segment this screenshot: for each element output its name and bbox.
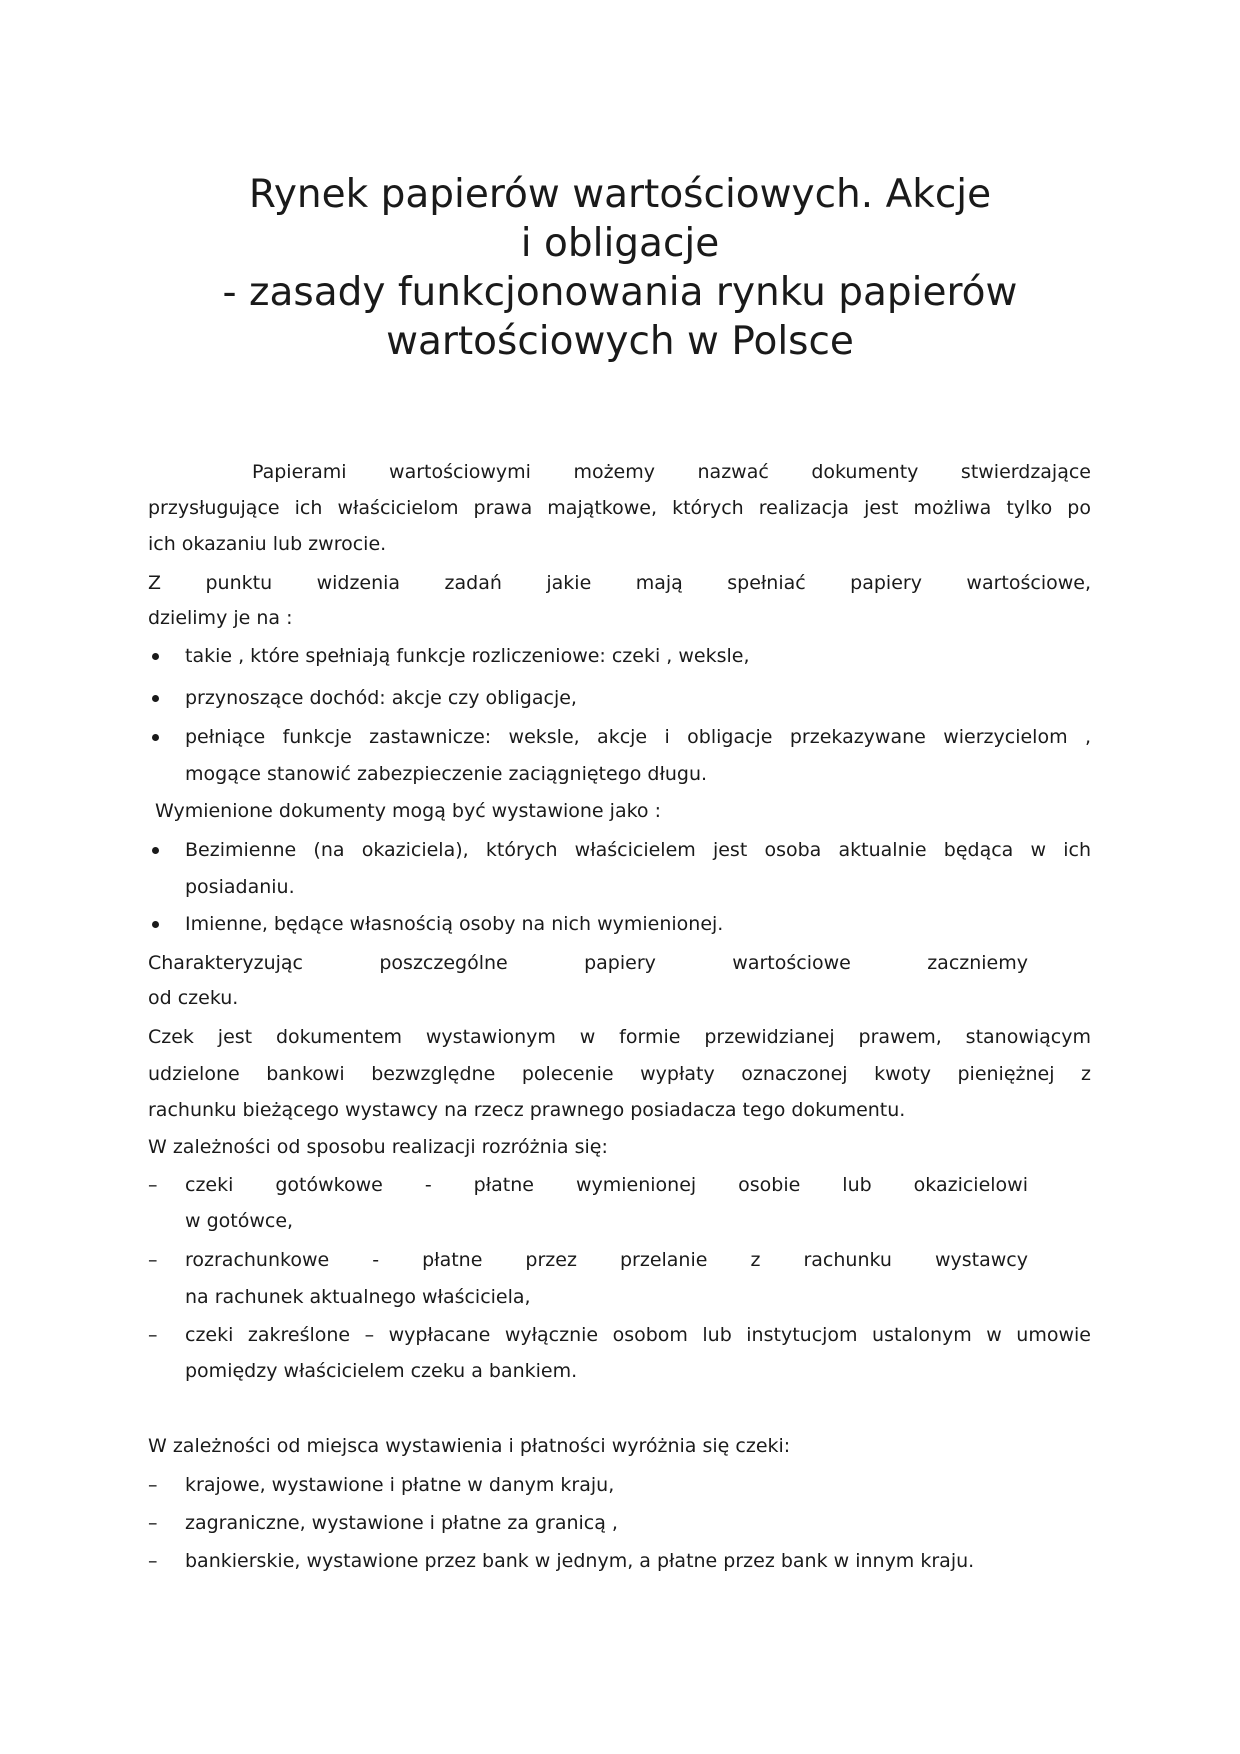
dash-icon: – [148, 1474, 158, 1496]
intro-line-3: ich okazaniu lub zwrocie. [148, 533, 387, 555]
dash-icon: – [148, 1550, 158, 1572]
bullet-icon [152, 734, 159, 741]
cheque-def-line-2: udzielone bankowi bezwzględne polecenie wypłaty oznaczonej kwoty pieniężnej z [148, 1063, 1091, 1085]
cheque-def-line-1: Czek jest dokumentem wystawionym w formie przewidzianej prawem, stanowiącym [148, 1026, 1091, 1048]
list-item: pełniące funkcje zastawnicze: weksle, akcje i obligacje przekazywane wierzycielom , [148, 719, 1091, 755]
characterizing-line-2: od czeku. [148, 987, 239, 1009]
dash-icon: – [148, 1512, 158, 1534]
list-item: – krajowe, wystawione i płatne w danym kraju, [148, 1467, 1091, 1503]
dash-icon: – [148, 1174, 158, 1196]
list-item-continuation: w gotówce, [185, 1210, 294, 1232]
bullet-icon [152, 847, 159, 854]
list-item: – bankierskie, wystawione przez bank w jednym, a płatne przez bank w innym kraju. [148, 1543, 1091, 1579]
cheque-def-line-3: rachunku bieżącego wystawcy na rzecz prawnego posiadacza tego dokumentu. [148, 1099, 906, 1121]
list-item-continuation: pomiędzy właścicielem czeku a bankiem. [185, 1360, 578, 1382]
issued-as-intro: Wymienione dokumenty mogą być wystawione jako : [155, 800, 661, 822]
intro-line-1: Papierami wartościowymi możemy nazwać dokumenty stwierdzające [252, 461, 1091, 483]
list-item: Bezimienne (na okaziciela), których właścicielem jest osoba aktualnie będąca w ich [148, 832, 1091, 868]
title-line-4: wartościowych w Polsce [386, 319, 854, 364]
list-item: – czeki zakreślone – wypłacane wyłącznie osobom lub instytucjom ustalonym w umowie [148, 1317, 1091, 1353]
dash-icon: – [148, 1324, 158, 1346]
title-line-3: - zasady funkcjonowania rynku papierów [222, 270, 1018, 315]
document-title [160, 170, 1080, 366]
list-item: Imienne, będące własnością osoby na nich wymienionej. [148, 906, 1091, 942]
place-intro: W zależności od miejsca wystawienia i płatności wyróżnia się czeki: [148, 1435, 791, 1457]
list-item: – czeki gotówkowe - płatne wymienionej osobie lub okazicielowi [148, 1167, 1091, 1203]
bullet-icon [152, 653, 159, 660]
bullet-icon [152, 695, 159, 702]
characterizing-line-1: Charakteryzując poszczególne papiery wartościowe zaczniemy [148, 952, 1028, 974]
list-item-continuation: posiadaniu. [185, 876, 295, 898]
list-item: – rozrachunkowe - płatne przez przelanie z rachunku wystawcy [148, 1242, 1091, 1278]
realization-intro: W zależności od sposobu realizacji rozróżnia się: [148, 1136, 608, 1158]
list-item: przynoszące dochód: akcje czy obligacje, [148, 680, 1091, 716]
division-line-2: dzielimy je na : [148, 607, 293, 629]
title-line-2: i obligacje [520, 221, 720, 266]
list-item-continuation: mogące stanowić zabezpieczenie zaciągniętego długu. [185, 763, 708, 785]
list-item: takie , które spełniają funkcje rozliczeniowe: czeki , weksle, [148, 638, 1091, 674]
list-item: – zagraniczne, wystawione i płatne za granicą , [148, 1505, 1091, 1541]
division-line-1: Z punktu widzenia zadań jakie mają spełniać papiery wartościowe, [148, 572, 1091, 594]
title-line-1: Rynek papierów wartościowych. Akcje [248, 172, 992, 217]
dash-icon: – [148, 1249, 158, 1271]
bullet-icon [152, 921, 159, 928]
intro-line-2: przysługujące ich właścicielom prawa majątkowe, których realizacja jest możliwa tylko po [148, 497, 1091, 519]
list-item-continuation: na rachunek aktualnego właściciela, [185, 1286, 531, 1308]
